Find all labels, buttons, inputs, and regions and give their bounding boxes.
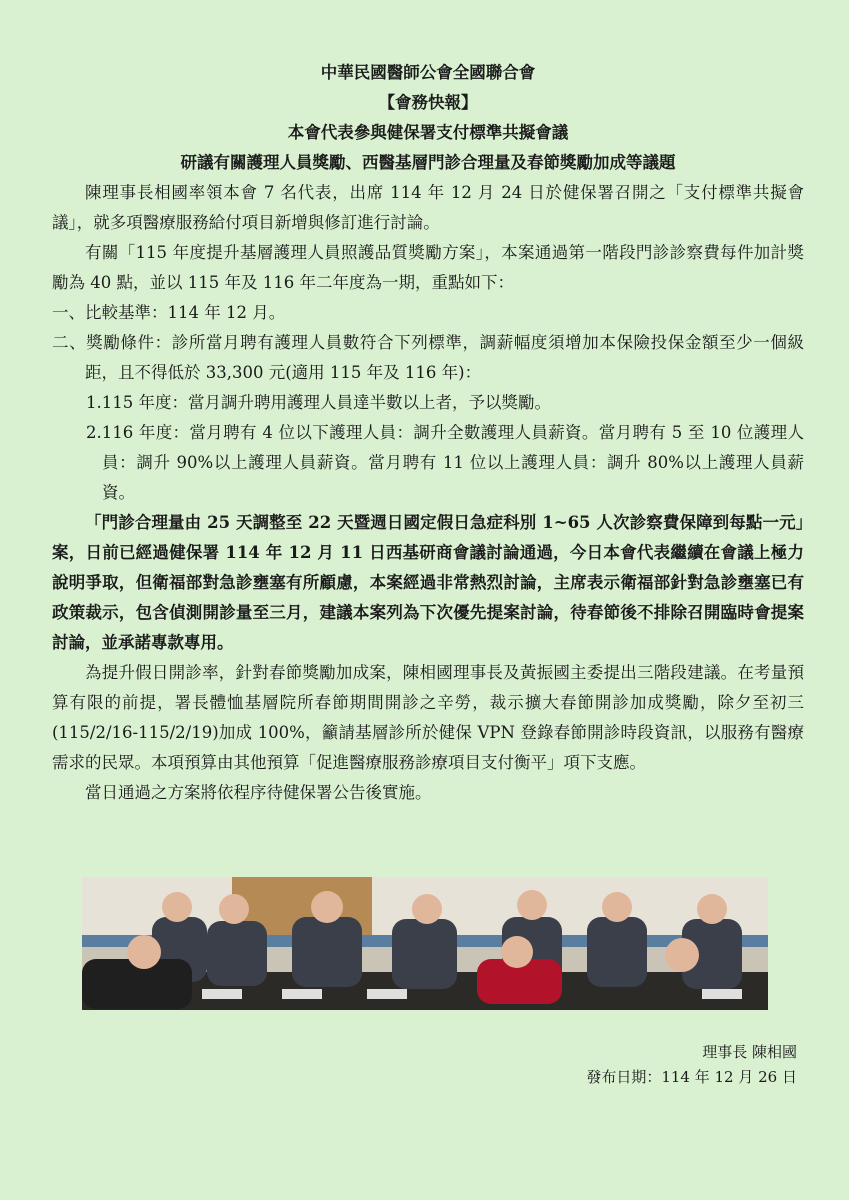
- meeting-photo: [82, 877, 768, 1010]
- paragraph-new-year: 為提升假日開診率，針對春節獎勵加成案，陳相國理事長及黃振國主委提出三階段建議。在考量預算有限的前提，署長體恤基層院所春節期間開診之辛勞，裁示擴大春節開診加成獎勵，除夕至初三(115/2/16-115/2/19)加成 100%，籲請基層診所於健保 VPN 登錄春節開診時段資訊，以服務有醫療需求的民眾。本項預算由其他預算「促進醫療服務診療項目支付衡平」項下支應。: [52, 663, 804, 772]
- paragraph-outpatient: 「門診合理量由 25 天調整至 22 天暨週日國定假日急症科別 1~65 人次診察費保障到每點一元」案，日前已經過健保署 114 年 12 月 11 日西基研商會議討論通過，今日本會代表繼續在會議上極力說明爭取，但衛福部對急診壅塞有所顧慮，本案經過非常熱烈討論，主席表示衛福部針對急診壅塞已有政策裁示，包含偵測開診量至三月，建議本案列為下次優先提案討論，待春節後不排除召開臨時會提案討論，並承諾專款專用。: [52, 513, 804, 652]
- title-line-2: 研議有關護理人員獎勵、西醫基層門診合理量及春節獎勵加成等議題: [180, 153, 676, 172]
- org-name: 中華民國醫師公會全國聯合會: [320, 63, 536, 82]
- sub-item-116: 2.116 年度：當月聘有 4 位以下護理人員：調升全數護理人員薪資。當月聘有 5 至 10 位護理人員：調升 90%以上護理人員薪資。當月聘有 11 位以上護理人員：調升 80%以上護理人員薪資。: [86, 423, 804, 502]
- meeting-photo-illustration: [82, 877, 768, 1010]
- list-item-baseline: 一、比較基準：114 年 12 月。: [52, 303, 286, 322]
- paragraph-nurse-plan: 有關「115 年度提升基層護理人員照護品質獎勵方案」，本案通過第一階段門診診察費每件加計獎勵為 40 點，並以 115 年及 116 年二年度為一期，重點如下：: [52, 243, 804, 292]
- list-item-conditions: 二、獎勵條件：診所當月聘有護理人員數符合下列標準，調薪幅度須增加本保險投保金額至少一個級距，且不得低於 33,300 元(適用 115 年及 116 年)：: [52, 333, 804, 382]
- paragraph-closing: 當日通過之方案將依程序待健保署公告後實施。: [85, 783, 432, 802]
- publish-date: 發布日期：114 年 12 月 26 日: [586, 1068, 797, 1086]
- document-body: [52, 58, 804, 808]
- signer: 理事長 陳相國: [702, 1043, 797, 1061]
- sub-item-115: 1.115 年度：當月調升聘用護理人員達半數以上者，予以獎勵。: [86, 393, 551, 412]
- bulletin-kind: 【會務快報】: [378, 93, 478, 112]
- title-line-1: 本會代表參與健保署支付標準共擬會議: [287, 123, 569, 142]
- paragraph-intro: 陳理事長相國率領本會 7 名代表，出席 114 年 12 月 24 日於健保署召開之「支付標準共擬會議」，就多項醫療服務給付項目新增與修訂進行討論。: [52, 183, 804, 232]
